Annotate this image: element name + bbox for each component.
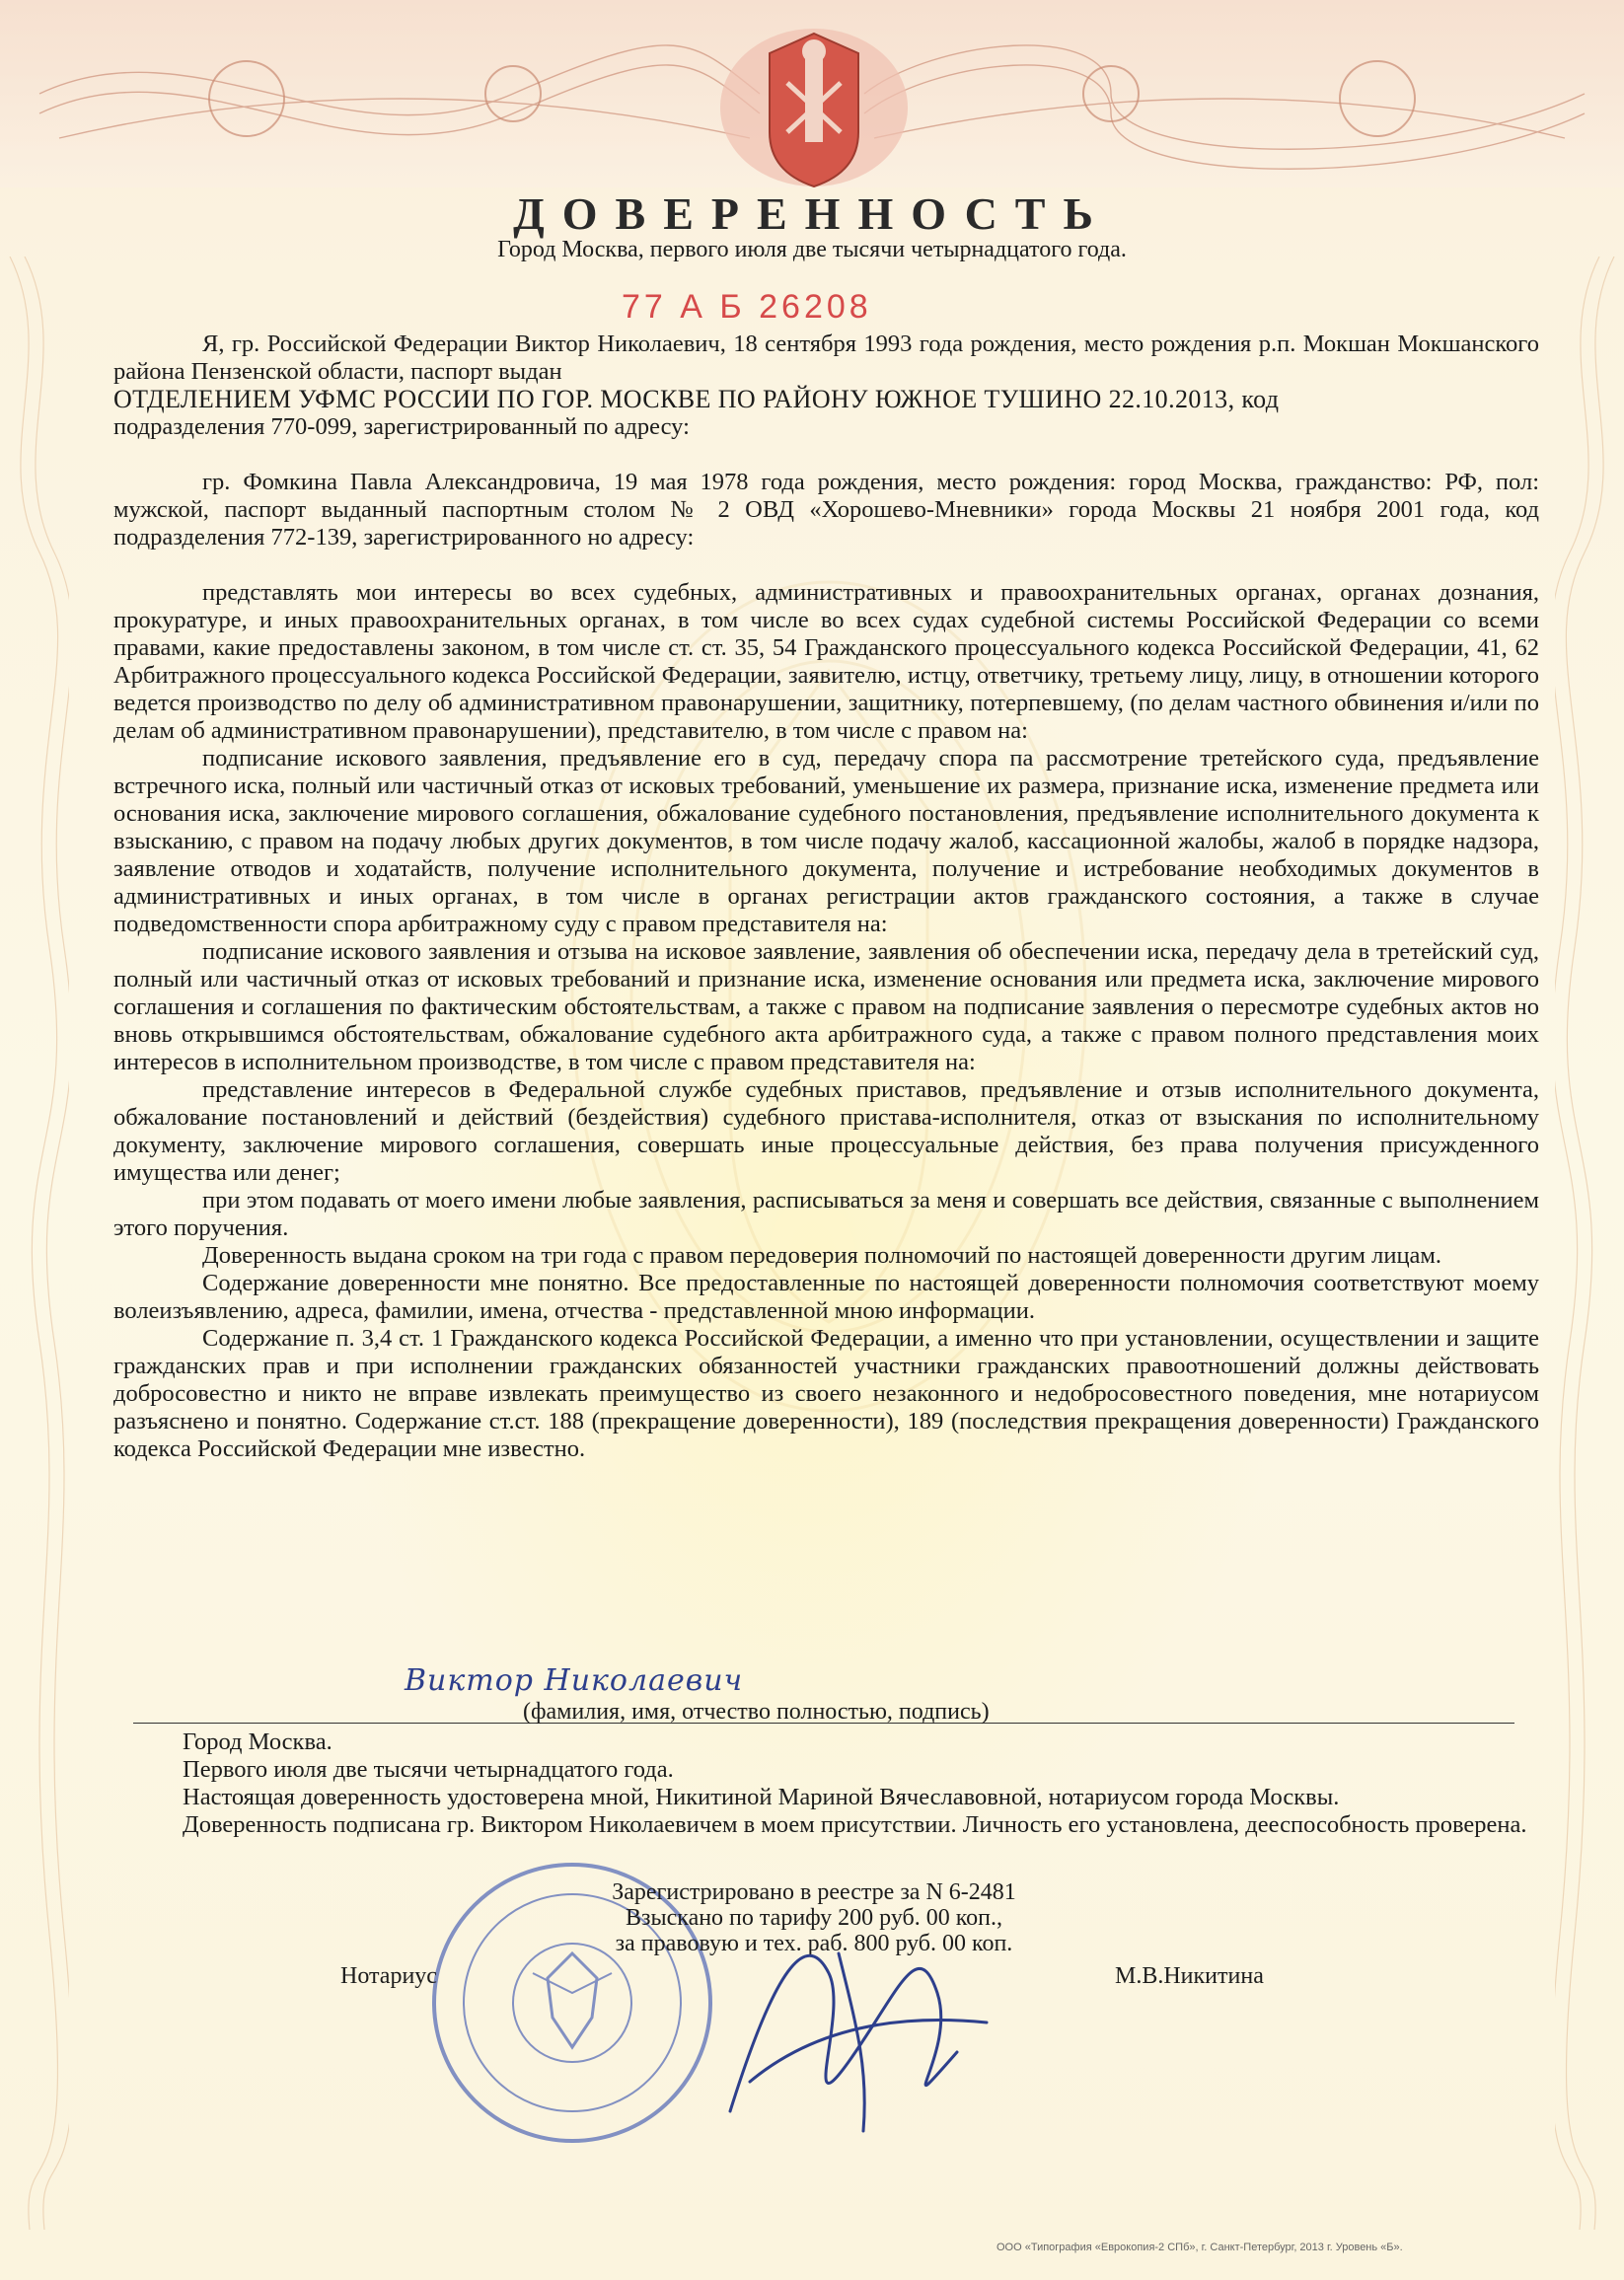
agent-paragraph: гр. Фомкина Павла Александровича, 19 мая 1978 года рождения, место рождения: город Москва, гражданство: РФ, пол: мужской, паспорт выданный паспортным столом № 2 ОВД «Хорошево-Мневники» города Москвы 21 ноября 2001 года, код подразделения 772-139, зарегистрированного но адресу:	[113, 469, 1539, 551]
notary-signature-scribble-icon	[691, 1914, 1016, 2151]
document-title: ДОВЕРЕННОСТЬ	[513, 188, 1111, 239]
cert-city: Город Москва.	[183, 1728, 332, 1755]
understanding-paragraph: Содержание доверенности мне понятно. Все предоставленные по настоящей доверенности полномочия соответствуют моему волеизъявлению, адреса, фамилии, имена, отчества - представленной мною информации.	[113, 1270, 1539, 1324]
signature-caption: (фамилия, имя, отчество полностью, подпись)	[523, 1699, 990, 1725]
powers-bailiff-paragraph: представление интересов в Федеральной службе судебных приставов, предъявление и отзыв исполнительного документа, обжалование постановлений и действий (бездействия) судебного пристава-исполнителя, отказ от взыскания по исполнительному документу, заключение мирового соглашения, совершать иные процессуальные действия, без права получения присужденного имущества или денег;	[113, 1076, 1539, 1186]
document-body	[113, 331, 1539, 1463]
principal-paragraph: Я, гр. Российской Федерации Виктор Николаевич, 18 сентября 1993 года рождения, место рождения р.п. Мокшан Мокшанского района Пензенской области, паспорт выдан	[113, 331, 1539, 385]
registration-line: подразделения 770-099, зарегистрированный по адресу:	[113, 413, 690, 440]
registry-fee-legal: за правовую и тех. раб. 800 руб. 00 коп.	[615, 1931, 1013, 1956]
registry-fee-tariff: Взыскано по тарифу 200 руб. 00 коп.,	[626, 1905, 1002, 1931]
notary-certification	[183, 1728, 1534, 1839]
right-border-ornament	[1555, 257, 1624, 2230]
civil-code-paragraph: Содержание п. 3,4 ст. 1 Гражданского кодекса Российской Федерации, а именно что при установлении, осуществлении и защите гражданских прав и при исполнении гражданских обязанностей участники гражданских правоотношений должны действовать добросовестно и никто не вправе извлекать преимущество из своего незаконного и недобросовестного поведения, мне нотариусом разъяснено и понятно. Содержание ст.ст. 188 (прекращение доверенности), 189 (последствия прекращения доверенности) Гражданского кодекса Российской Федерации мне известно.	[113, 1325, 1539, 1462]
left-border-ornament	[0, 257, 69, 2230]
printer-imprint: ООО «Типография «Еврокопия-2 СПб», г. Санкт-Петербург, 2013 г. Уровень «Б».	[997, 2242, 1403, 2253]
handwritten-signature: Виктор Николаевич	[405, 1663, 744, 1698]
cert-notary-statement: Настоящая доверенность удостоверена мной, Никитиной Мариной Вячеславовной, нотариусом города Москвы.	[183, 1784, 1340, 1810]
notary-label: Нотариус	[340, 1963, 437, 1989]
cert-signature-statement: Доверенность подписана гр. Виктором Николаевичем в моем присутствии. Личность его установлена, дееспособность проверена.	[183, 1811, 1527, 1838]
notary-emblem-icon	[710, 14, 918, 201]
cert-date: Первого июля две тысячи четырнадцатого года.	[183, 1756, 674, 1783]
signing-authority-paragraph: при этом подавать от моего имени любые заявления, расписываться за меня и совершать все действия, связанные с выполнением этого поручения.	[113, 1187, 1539, 1241]
validity-term-paragraph: Доверенность выдана сроком на три года с правом передоверия полномочий по настоящей доверенности другим лицам.	[202, 1242, 1442, 1269]
blank-serial-number: 77 А Б 26208	[622, 288, 872, 326]
issuing-authority-line: ОТДЕЛЕНИЕМ УФМС РОССИИ ПО ГОР. МОСКВЕ ПО РАЙОНУ ЮЖНОЕ ТУШИНО 22.10.2013, код	[113, 385, 1280, 413]
powers-paragraph: представлять мои интересы во всех судебных, административных и правоохранительных органах, органах дознания, прокуратуре, и иных правоохранительных органах, в том числе во всех судах судебной системы Российской Федерации со всеми правами, какие предоставлены законом, в том числе ст. ст. 35, 54 Гражданского процессуального кодекса Российской Федерации, 41, 62 Арбитражного процессуального кодекса Российской Федерации, заявителю, истцу, ответчику, третьему лицу, лицу, в отношении которого ведется производство по делу об административном правонарушении, защитнику, потерпевшему, (по делам частного обвинения и/или по делам об административном правонарушении), представителю, в том числе с правом на:	[113, 579, 1539, 744]
registry-number: Зарегистрировано в реестре за N 6-2481	[612, 1879, 1016, 1905]
powers-arbitration-paragraph: подписание искового заявления и отзыва на исковое заявление, заявления об обеспечении иска, передачу дела в третейский суд, полный или частичный отказ от исковых требований и признание иска, изменение основания или предмета иска, заключение мирового соглашения и соглашения по фактическим обстоятельствам, а также с правом на подписание заявления о пересмотре судебных актов но вновь открывшимся обстоятельствам, обжалование судебного акта арбитражного суда, а также с правом полного представления моих интересов в исполнительном производстве, в том числе с правом представителя на:	[113, 938, 1539, 1075]
powers-court-paragraph: подписание искового заявления, предъявление его в суд, передачу спора па рассмотрение третейского суда, предъявление встречного иска, полный или частичный отказ от исковых требований, уменьшение их размера, признание иска, изменение предмета или основания иска, заключение мирового соглашения, обжалование судебного постановления, предъявление исполнительного документа к взысканию, с правом на подачу любых других документов, в том числе подачу жалоб, кассационной жалобы, жалоб в порядке надзора, заявление отводов и ходатайств, получение исполнительного документа, получение и истребование необходимых документов в административных и иных органах, в том числе в органах регистрации актов гражданского состояния, а также в случае подведомственности спора арбитражному суду с правом представителя на:	[113, 745, 1539, 937]
notary-name: М.В.Никитина	[1115, 1963, 1264, 1989]
place-and-date: Город Москва, первого июля две тысячи четырнадцатого года.	[497, 237, 1127, 262]
